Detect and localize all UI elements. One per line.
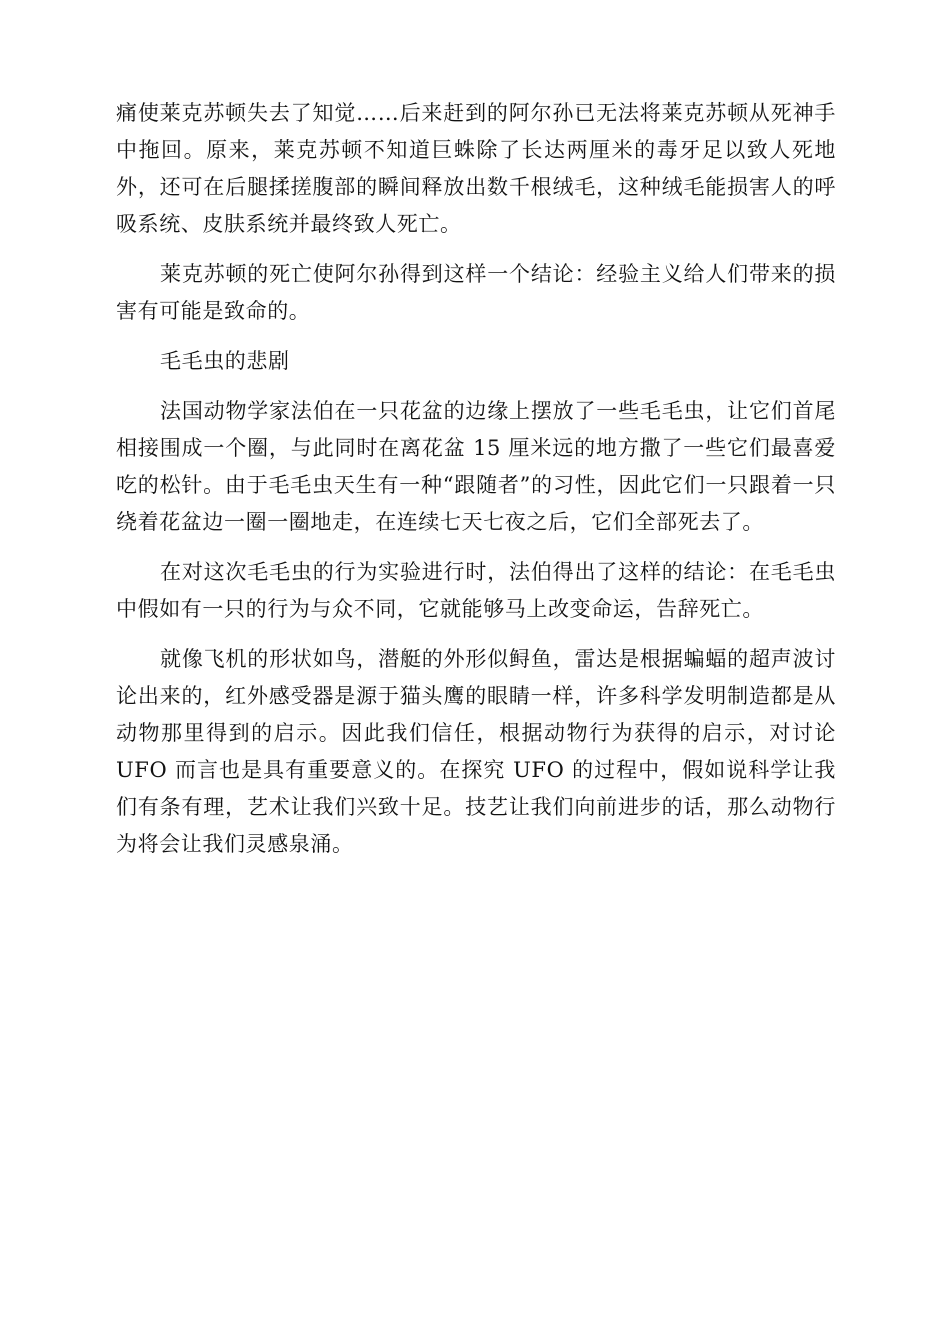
- paragraph-spider-death: 痛使莱克苏顿失去了知觉……后来赶到的阿尔孙已无法将莱克苏顿从死神手中拖回。原来，莱克苏顿不知道巨蛛除了长达两厘米的毒牙足以致人死地外，还可在后腿揉搓腹部的瞬间释放出数千根绒毛，这种绒毛能损害人的呼吸系统、皮肤系统并最终致人死亡。: [116, 101, 836, 236]
- document-page: [116, 95, 836, 876]
- paragraph-bionics-ufo: 就像飞机的形状如鸟，潜艇的外形似鲟鱼，雷达是根据蝙蝠的超声波讨论出来的，红外感受器是源于猫头鹰的眼睛一样，许多科学发明制造都是从动物那里得到的启示。因此我们信任，根据动物行为获得的启示，对讨论 UFO 而言也是具有重要意义的。在探究 UFO 的过程中，假如说科学让我们有条有理，艺术让我们兴致十足。技艺让我们向前进步的话，那么动物行为将会让我们灵感泉涌。: [116, 647, 836, 856]
- paragraph-caterpillar-conclusion: 在对这次毛毛虫的行为实验进行时，法伯得出了这样的结论：在毛毛虫中假如有一只的行为与众不同，它就能够马上改变命运，告辞死亡。: [116, 560, 836, 621]
- paragraph-caterpillar-experiment: 法国动物学家法伯在一只花盆的边缘上摆放了一些毛毛虫，让它们首尾相接围成一个圈，与此同时在离花盆 15 厘米远的地方撒了一些它们最喜爱吃的松针。由于毛毛虫天生有一种“跟随者”的习性，因此它们一只跟着一只绕着花盆边一圈一圈地走，在连续七天七夜之后，它们全部死去了。: [116, 399, 836, 534]
- section-heading-caterpillar: 毛毛虫的悲剧: [160, 349, 290, 373]
- paragraph-conclusion-empiricism: 莱克苏顿的死亡使阿尔孙得到这样一个结论：经验主义给人们带来的损害有可能是致命的。: [116, 262, 836, 323]
